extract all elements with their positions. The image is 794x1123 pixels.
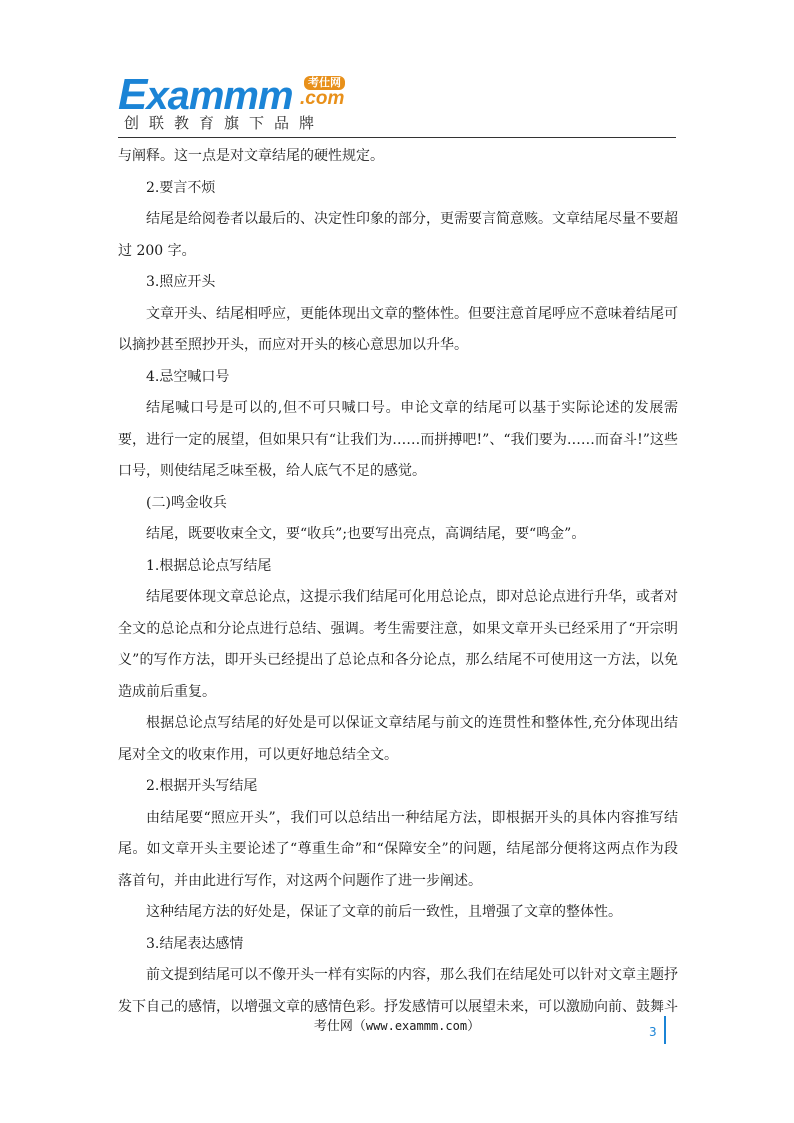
body-paragraph: 结尾要体现文章总论点，这提示我们结尾可化用总论点，即对总论点进行升华，或者对全文的总论点和分论点进行总结、强调。考生需要注意，如果文章开头已经采用了“开宗明义”的写作方法，即开头已经提出了总论点和各分论点，那么结尾不可使用这一方法，以免造成前后重复。: [118, 589, 678, 700]
document-body: [118, 141, 678, 1023]
section-heading: 2.根据开头写结尾: [146, 778, 258, 794]
footer-close-paren: ）: [467, 1019, 481, 1034]
logo-wordmark: [118, 70, 293, 119]
body-paragraph: 与阐释。这一点是对文章结尾的硬性规定。: [118, 148, 384, 164]
body-paragraph: 文章开头、结尾相呼应，更能体现出文章的整体性。但要注意首尾呼应不意味着结尾可以摘抄甚至照抄开头，而应对开头的核心意思加以升华。: [118, 305, 678, 353]
page-number-bar: [664, 1016, 666, 1044]
page-footer: [0, 1015, 794, 1034]
body-paragraph: 根据总论点写结尾的好处是可以保证文章结尾与前文的连贯性和整体性,充分体现出结尾对全文的收束作用，可以更好地总结全文。: [118, 715, 678, 763]
body-paragraph: 这种结尾方法的好处是，保证了文章的前后一致性，且增强了文章的整体性。: [146, 904, 622, 920]
body-paragraph: 由结尾要“照应开头”，我们可以总结出一种结尾方法，即根据开头的具体内容推写结尾。如文章开头主要论述了“尊重生命”和“保障安全”的问题，结尾部分便将这两点作为段落首句，并由此进行写作，对这两个问题作了进一步阐述。: [118, 809, 678, 889]
logo-badge: 考仕网: [304, 76, 345, 90]
body-paragraph: 结尾喊口号是可以的,但不可只喊口号。申论文章的结尾可以基于实际论述的发展需要，进行一定的展望，但如果只有“让我们为……而拼搏吧!”、“我们要为……而奋斗!”这些口号，则使结尾乏味至极，给人底气不足的感觉。: [118, 400, 678, 479]
body-paragraph: 结尾是给阅卷者以最后的、决定性印象的部分，更需要言简意赅。文章结尾尽量不要超过 200 字。: [118, 211, 678, 259]
section-heading: (二)鸣金收兵: [146, 494, 227, 511]
section-heading: 2.要言不烦: [146, 179, 216, 196]
body-paragraph: 结尾，既要收束全文，要“收兵”;也要写出亮点，高调结尾，要“鸣金”。: [146, 526, 586, 542]
section-heading: 4.忌空喊口号: [146, 368, 230, 385]
section-heading: 3.结尾表达感情: [146, 935, 244, 952]
header-divider: [118, 137, 676, 138]
logo-wordmark-rest: xammm: [146, 74, 293, 118]
logo-letter-e: E: [118, 70, 147, 119]
section-heading: 1.根据总论点写结尾: [146, 557, 272, 574]
page-number: 3: [649, 1025, 657, 1039]
footer-site-name: 考仕网（: [313, 1019, 366, 1034]
body-paragraph: 前文提到结尾可以不像开头一样有实际的内容，那么我们在结尾处可以针对文章主题抒发下自己的感情，以增强文章的感情色彩。抒发感情可以展望未来，可以激励向前、鼓舞斗: [118, 967, 678, 1015]
examm-logo: [118, 70, 358, 132]
logo-slogan: 创联教育旗下品牌: [124, 114, 325, 132]
section-heading: 3.照应开头: [146, 274, 216, 290]
footer-url: www.exammm.com: [365, 1019, 468, 1033]
logo-domain-suffix: .com: [300, 88, 345, 109]
